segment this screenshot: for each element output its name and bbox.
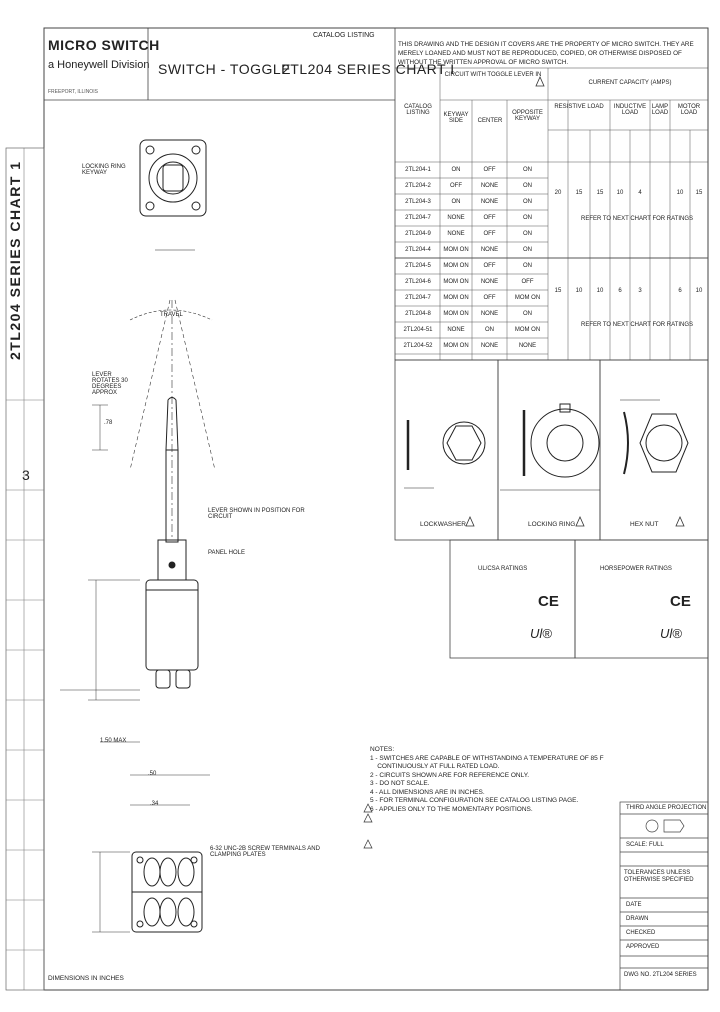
table-row-center: NONE [480,247,499,253]
amp-value: 15 [554,288,562,294]
amp-value: 15 [575,190,583,196]
company-logo: MICRO SWITCH [48,37,160,53]
svg-text:CE: CE [670,593,691,610]
table-row-center: NONE [480,199,499,205]
proprietary-notice: THIS DRAWING AND THE DESIGN IT COVERS ARE THE PROPERTY OF MICRO SWITCH. THEY ARE MERELY LOANED AND MUST NOT BE REPRODUCED, COPIED, OR OTHERWISE DISPOSED OF WITHOUT THE WRITTEN APPROVAL OF MICRO SWITCH. [398,41,694,66]
table-row-opposite: ON [523,311,532,317]
table-row-keyway: ON [451,199,461,205]
body-note-1: LEVER SHOWN IN POSITION FOR CIRCUIT [208,508,305,520]
amp-value: 4 [638,190,642,196]
company-location: FREEPORT, ILLINOIS [48,89,98,95]
table-row-opposite: ON [523,231,532,237]
table-row-opposite: ON [523,263,532,269]
motor-header: MOTOR LOAD [677,104,701,116]
table-row-opposite: ON [523,215,532,221]
titleblock-tolerances: TOLERANCES UNLESS OTHERWISE SPECIFIED [624,870,694,883]
table-row-keyway: NONE [447,231,465,237]
amp-value: 20 [554,190,562,196]
current-header: CURRENT CAPACITY (AMPS) [588,80,672,86]
keyway-header: KEYWAY SIDE [443,112,469,124]
terminal-note: 6-32 UNC-2B SCREW TERMINALS AND CLAMPING PLATES [210,846,320,858]
titleblock-checked: CHECKED [626,930,656,936]
amp-value: 6 [618,288,622,294]
amp-value: 10 [695,288,703,294]
drawing-notes: NOTES: 1 - SWITCHES ARE CAPABLE OF WITHSTANDING A TEMPERATURE OF 85 F CONTINUOUSLY AT FULL RATED LOAD. 2 - CIRCUITS SHOWN ARE FOR REFERENCE ONLY. 3 - DO NOT SCALE. 4 - ALL DIMENSIONS ARE IN INCHES. 5 - FOR TERMINAL CONFIGURATION SEE CATALOG LISTING PAGE. 6 - APPLIES ONLY TO THE MOMENTARY POSITIONS. [370,746,604,813]
table-row-center: NONE [480,343,499,349]
amp-value: 6 [678,288,682,294]
svg-text:Ul®: Ul® [660,626,682,641]
table-row-cat: 2TL204-1 [405,167,431,173]
table-row-keyway: ON [451,167,461,173]
opposite-header: OPPOSITE KEYWAY [512,110,543,122]
titleblock-approved: APPROVED [626,944,660,950]
locking-ring-label: LOCKING RING [528,521,576,528]
table-row-opposite: OFF [521,279,534,285]
lamp-header: LAMP LOAD [651,104,669,116]
table-row-keyway: MOM ON [443,279,469,285]
table-row-opposite: ON [523,247,532,253]
table-row-center: OFF [483,167,496,173]
circuit-header: CIRCUIT WITH TOGGLE LEVER IN [444,72,542,78]
amp-value: 15 [596,190,604,196]
table-row-cat: 2TL204-4 [405,247,431,253]
hex-nut-label: HEX NUT [630,521,659,528]
table-row-keyway: MOM ON [443,263,469,269]
dim-label: .34 [150,801,159,807]
catalog-listing-header: CATALOG LISTING [404,104,432,116]
table-row-keyway: NONE [447,327,465,333]
amp-value: 3 [638,288,642,294]
table-row-cat: 2TL204-9 [405,231,431,237]
table-row-center: OFF [483,295,496,301]
lockwasher-label: LOCKWASHER [420,521,466,528]
table-row-opposite: ON [523,167,532,173]
rating-label: UL/CSA RATINGS [478,566,528,572]
dim-label: .78 [104,420,113,426]
table-row-keyway: MOM ON [443,247,469,253]
titleblock-projection: THIRD ANGLE PROJECTION [626,805,707,811]
series-title: 2TL204 SERIES CHART I [282,61,455,77]
table-row-center: OFF [483,263,496,269]
svg-text:CE: CE [538,593,559,610]
table-row-keyway: MOM ON [443,295,469,301]
svg-text:Ul®: Ul® [530,626,552,641]
titleblock-date: DATE [626,902,642,908]
table-row-cat: 2TL204-8 [405,311,431,317]
table-row-opposite: NONE [518,343,537,349]
table-row-keyway: MOM ON [443,311,469,317]
table-row-center: ON [485,327,494,333]
table-row-opposite: MOM ON [514,295,541,301]
table-row-cat: 2TL204-52 [403,343,433,349]
table-row-center: NONE [480,311,499,317]
table-row-keyway: OFF [450,183,462,189]
company-subtitle: a Honeywell Division [48,59,150,71]
rating-label: HORSEPOWER RATINGS [600,566,672,572]
dim-label: .50 [148,771,157,777]
table-row-cat: 2TL204-2 [405,183,431,189]
table-row-opposite: MOM ON [514,327,541,333]
amp-value: 10 [575,288,583,294]
keyway-note: LOCKING RING KEYWAY [82,164,126,176]
resistive-header: RESISTIVE LOAD [554,104,604,110]
amp-value: 10 [596,288,604,294]
lever-note: LEVER ROTATES 30 DEGREES APPROX [92,372,128,396]
catalog-label: CATALOG LISTING [313,32,375,39]
side-chart-label: 2TL204 SERIES CHART 1 [7,160,23,360]
refer-note: REFER TO NEXT CHART FOR RATINGS [580,216,694,222]
titleblock-scale: SCALE: FULL [626,842,664,848]
refer-note: REFER TO NEXT CHART FOR RATINGS [580,322,694,328]
table-row-center: OFF [483,231,496,237]
travel-label: TRAVEL [160,312,183,318]
table-row-keyway: MOM ON [443,343,469,349]
dim-label: 1.50 MAX [100,738,127,744]
amp-value: 10 [616,190,624,196]
amp-value: 15 [695,190,703,196]
table-row-cat: 2TL204-5 [405,263,431,269]
drawing-title: SWITCH - TOGGLE [158,61,291,77]
table-row-keyway: NONE [447,215,465,221]
titleblock-dwg-no: DWG NO. 2TL204 SERIES [624,972,697,978]
table-row-cat: 2TL204-51 [403,327,433,333]
footer-note: DIMENSIONS IN INCHES [48,975,124,982]
table-row-cat: 2TL204-7 [405,295,431,301]
table-row-center: OFF [483,215,496,221]
table-row-center: NONE [480,279,499,285]
table-row-cat: 2TL204-6 [405,279,431,285]
table-row-opposite: ON [523,199,532,205]
inductive-header: INDUCTIVE LOAD [613,104,647,116]
titleblock-drawn: DRAWN [626,916,649,922]
table-row-center: NONE [480,183,499,189]
sheet-number: 3 [22,467,30,483]
table-row-cat: 2TL204-7 [405,215,431,221]
amp-value: 10 [676,190,684,196]
table-row-opposite: ON [523,183,532,189]
table-row-cat: 2TL204-3 [405,199,431,205]
body-note-2: PANEL HOLE [208,550,246,556]
center-header: CENTER [477,118,503,124]
